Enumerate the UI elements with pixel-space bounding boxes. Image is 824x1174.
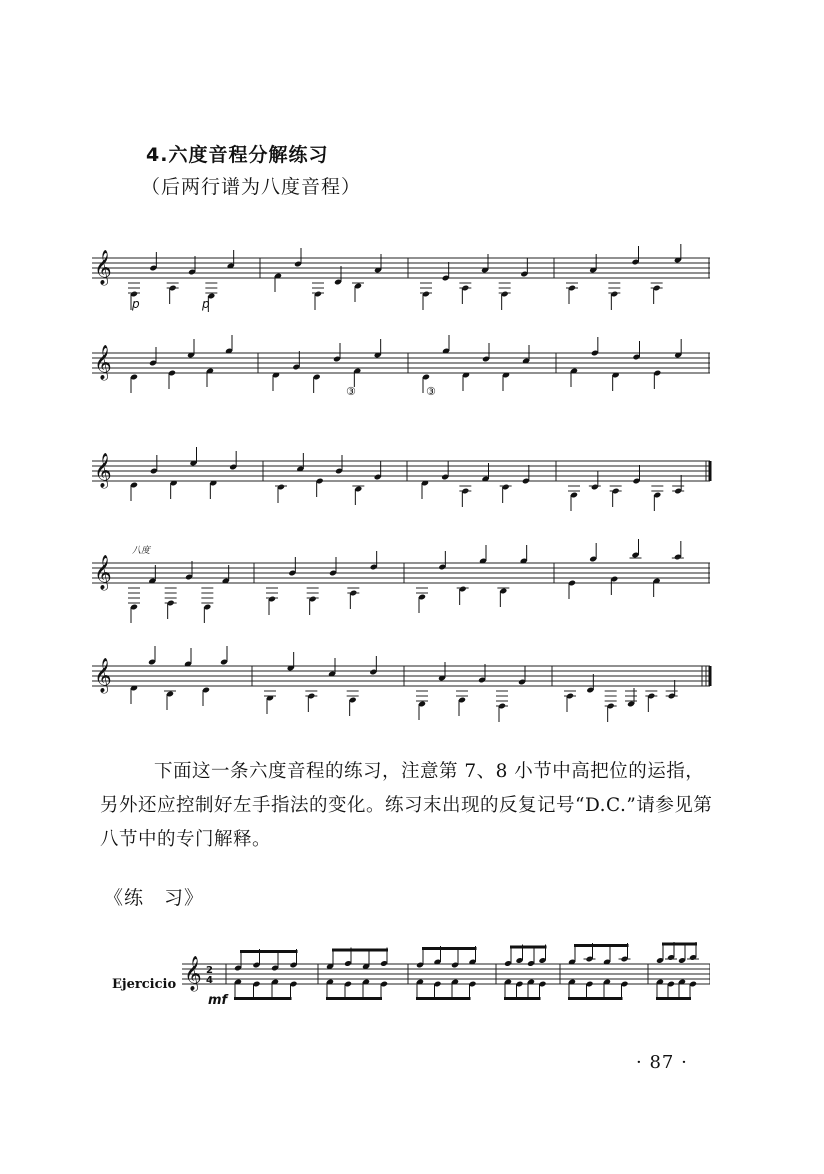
treble-clef-icon: 𝄞 [94,453,112,488]
staff-svg-3 [92,443,710,523]
treble-clef-icon: 𝄞 [94,250,112,285]
note-beam [574,944,629,947]
note-beam [240,950,298,953]
time-signature: 2 [206,965,213,976]
note-beam [326,997,382,1000]
exercise-staff [182,942,710,1022]
score-annotation: p [202,297,210,311]
treble-clef-icon: 𝄞 [184,956,202,991]
staff-svg-2 [92,335,710,415]
note-beam [568,997,623,1000]
exercise-title: 《练 习》 [104,887,205,909]
treble-clef-icon: 𝄞 [94,658,112,693]
string-number: ③ [346,385,356,398]
music-system-1 [92,240,710,311]
time-signature: 4 [206,975,213,986]
note-beam [332,949,388,952]
staff-svg-4 [92,545,710,625]
note-beam [510,946,547,949]
staff-svg-5 [92,648,710,728]
body-paragraph [100,755,722,857]
music-system-5 [92,648,710,708]
dynamic-marking: mf [208,993,228,1008]
note-beam [416,997,471,1000]
staff-svg-1 [92,240,710,320]
treble-clef-icon: 𝄞 [94,555,112,590]
section-subheading: （后两行谱为八度音程） [141,176,362,198]
note-beam [662,943,697,946]
music-system-4 [92,545,710,605]
exercise-staff-svg [182,942,710,1022]
score-annotation: p [132,297,140,311]
treble-clef-icon: 𝄞 [94,345,112,380]
section-heading: 4.六度音程分解练习 [146,144,329,166]
page-number: · 87 · [636,1052,688,1073]
music-system-3 [92,443,710,503]
note-beam [656,997,691,1000]
music-system-2 [92,335,710,398]
string-number: ③ [426,385,436,398]
score-annotation: 八度 [132,546,151,556]
note-beam [504,997,541,1000]
note-beam [422,947,477,950]
exercise-label: Ejercicio [112,977,177,992]
note-beam [234,997,292,1000]
body-paragraph-text: 下面这一条六度音程的练习，注意第 7、8 小节中高把位的运指，另外还应控制好左手指法的变化。练习末出现的反复记号“D.C.”请参见第八节中的专门解释。 [100,761,713,850]
